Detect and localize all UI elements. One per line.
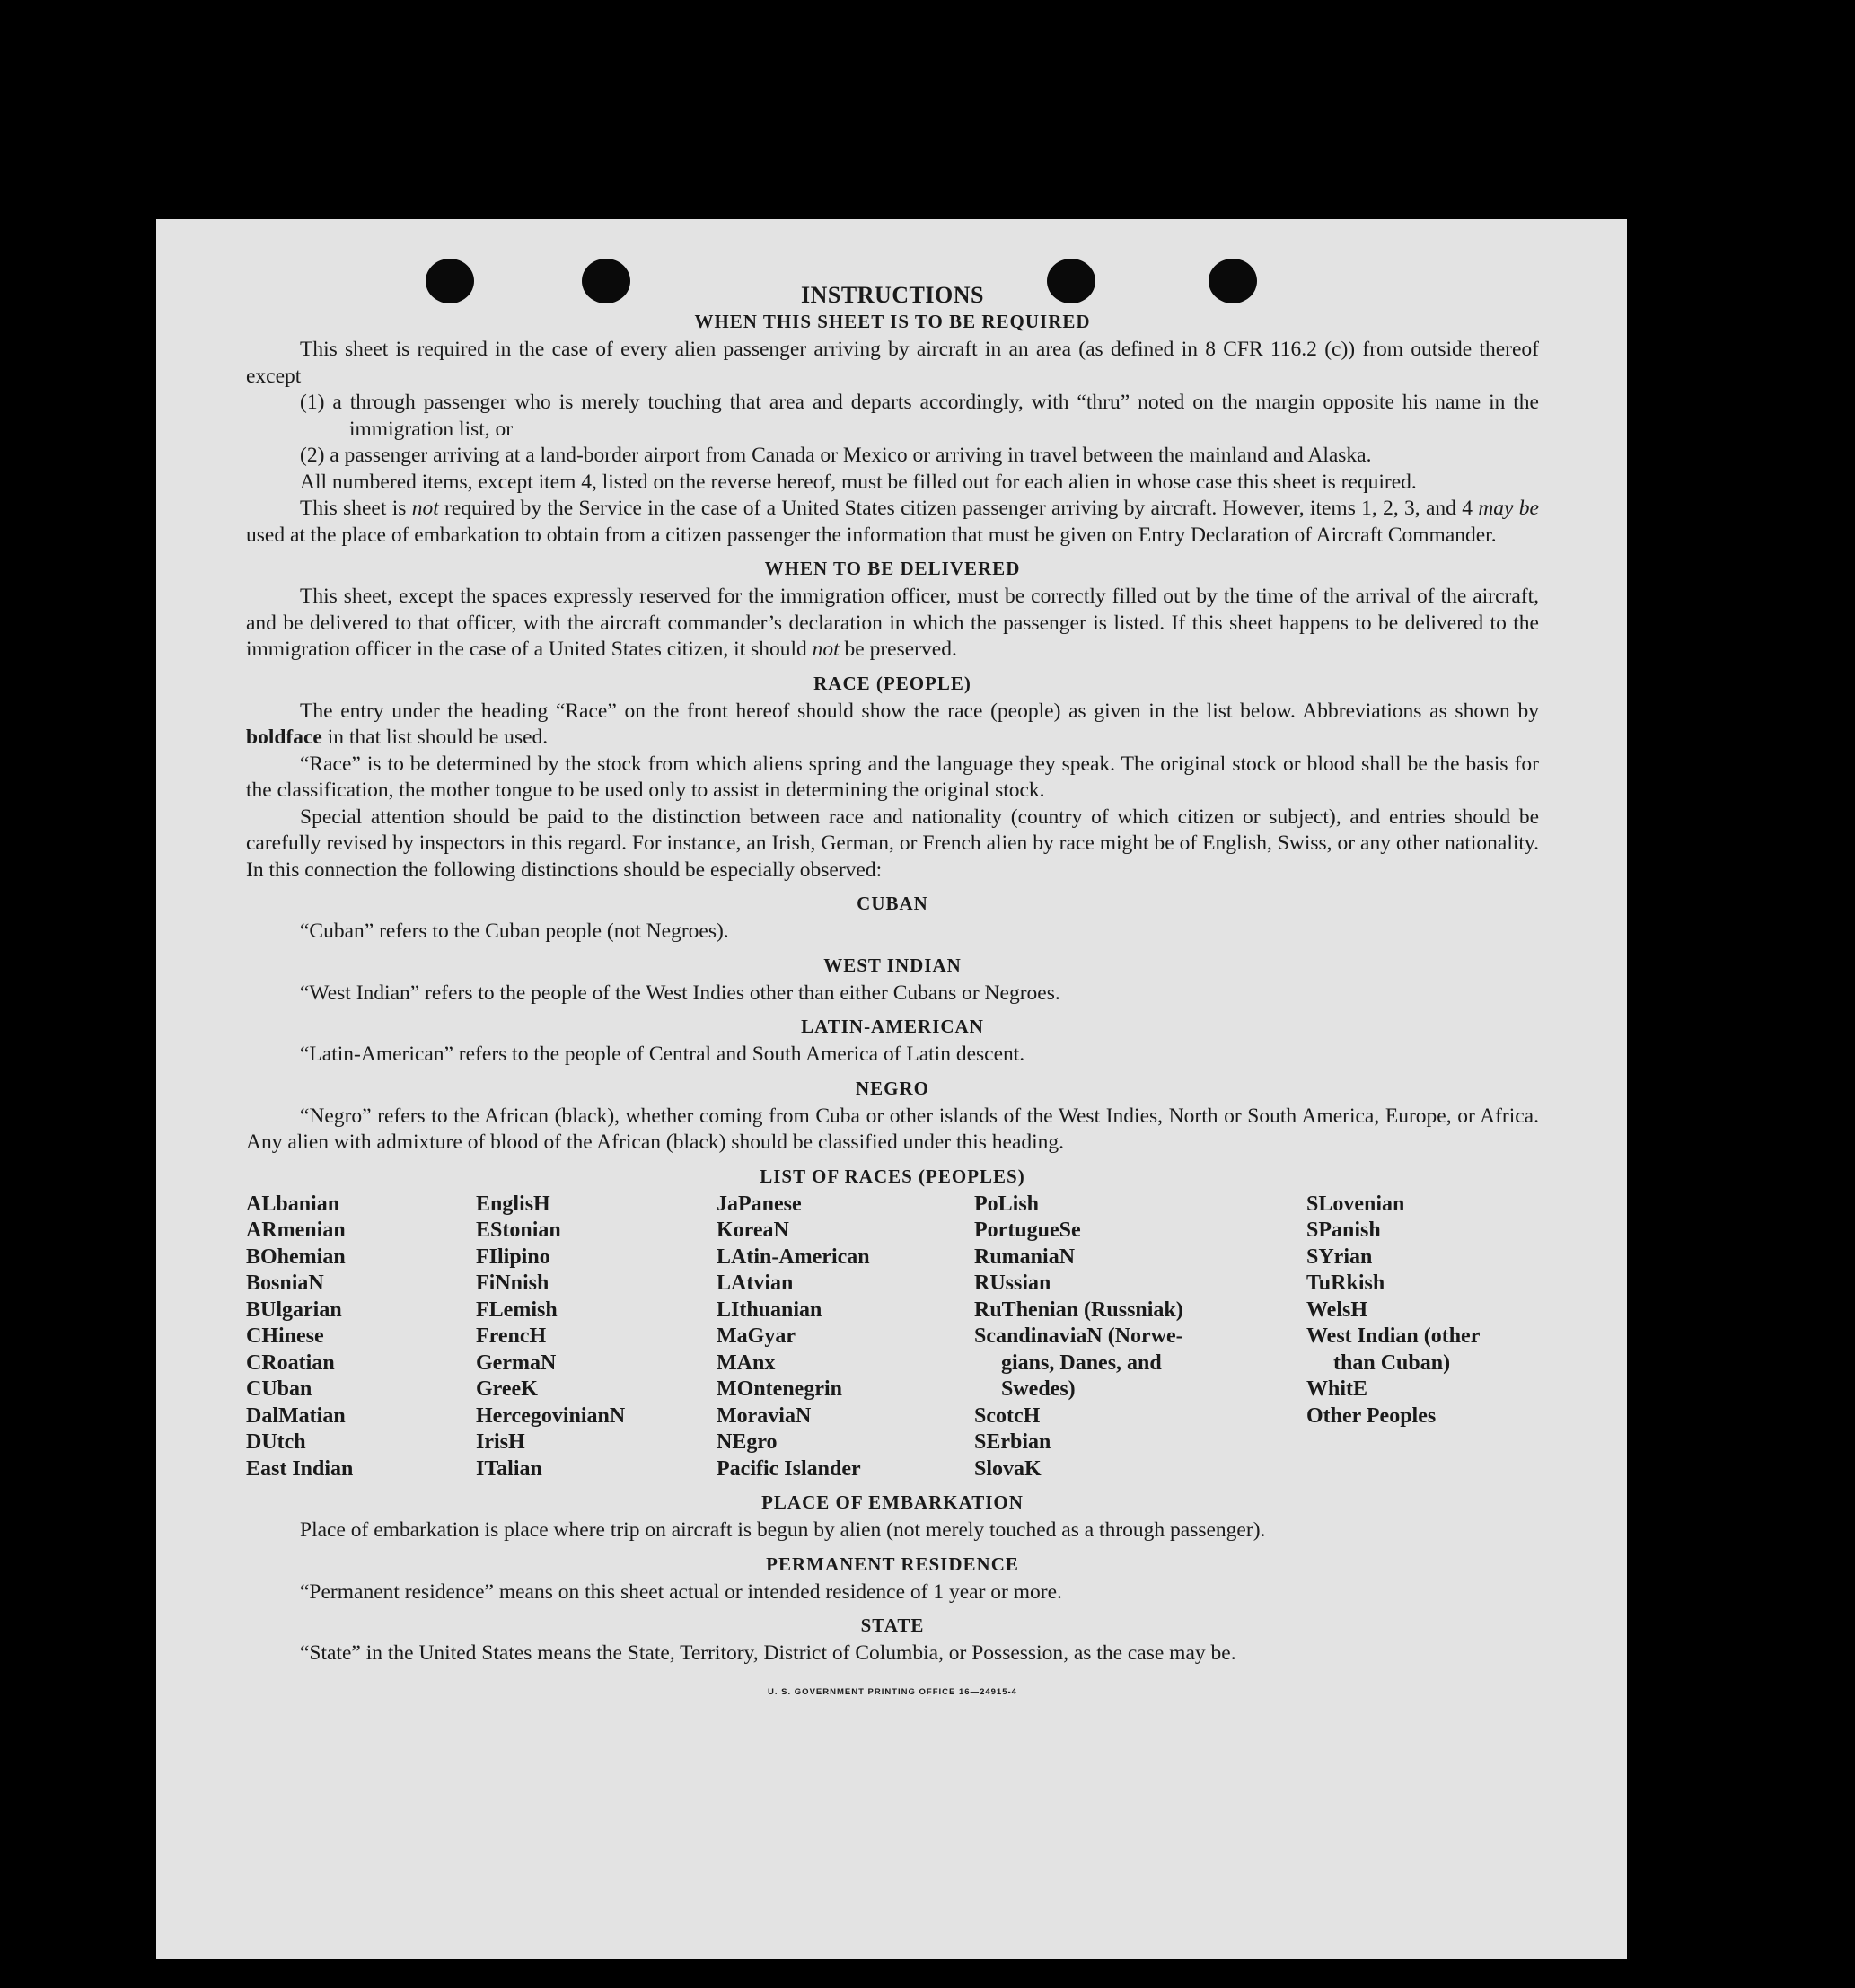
race-item: FiNnish (476, 1271, 549, 1295)
race-item: KoreaN (717, 1218, 789, 1242)
section-heading-west-indian: WEST INDIAN (823, 954, 962, 976)
race-item: FIlipino (476, 1245, 550, 1269)
paragraph-residence: “Permanent residence” means on this sheet actual or intended residence of 1 year or more. (300, 1579, 1062, 1604)
section-heading-state: STATE (860, 1614, 925, 1636)
section-heading-latin-american: LATIN-AMERICAN (801, 1016, 984, 1037)
paragraph-race-definition: “Race” is to be determined by the stock from which aliens spring and the language they speak. The original stock or blood shall be the basis for the classification, the mother tongue to be used only to assist in determining the original stock. (246, 752, 1539, 802)
races-list (246, 1192, 1539, 1483)
race-item: EnglisH (476, 1192, 550, 1216)
race-item: PortugueSe (974, 1218, 1081, 1242)
race-item: MaGyar (717, 1324, 796, 1348)
instructions-body (246, 282, 1539, 1697)
race-item: gians, Danes, and (1001, 1350, 1162, 1375)
paragraph-race-entry: The entry under the heading “Race” on the front hereof should show the race (people) as given in the list below. Abbreviations as shown by boldface in that list should be used. (246, 699, 1539, 749)
race-item: DUtch (246, 1430, 306, 1454)
race-item: RuThenian (Russniak) (974, 1297, 1183, 1322)
race-item: NEgro (717, 1430, 778, 1454)
race-item: BUlgarian (246, 1297, 342, 1322)
race-item: MAnx (717, 1350, 776, 1375)
race-item: ALbanian (246, 1192, 340, 1216)
section-heading-race: RACE (PEOPLE) (813, 672, 971, 694)
race-item: IrisH (476, 1430, 525, 1454)
race-item: PoLish (974, 1192, 1040, 1216)
paragraph-latin-american: “Latin-American” refers to the people of Central and South America of Latin descent. (300, 1042, 1025, 1066)
race-item: LAtin-American (717, 1245, 870, 1269)
race-item: RumaniaN (974, 1245, 1076, 1269)
paragraph-delivered: This sheet, except the spaces expressly reserved for the immigration officer, must be correctly filled out by the time of the arrival of the aircraft, and be delivered to that officer, with the aircraft commander’s declaration in which the passenger is listed. If this sheet happens to be delivered to the immigration officer in the case of a United States citizen, it should not be preserved. (246, 585, 1539, 661)
exception-item-1: (1) a through passenger who is merely touching that area and departs accordingly, with “thru” noted on the margin opposite his name in the immigration list, or (300, 391, 1539, 441)
race-item: EStonian (476, 1218, 561, 1242)
section-heading-negro: NEGRO (855, 1077, 929, 1099)
printing-office-footer: U. S. GOVERNMENT PRINTING OFFICE 16—24915-4 (768, 1686, 1017, 1697)
race-item: ScotcH (974, 1403, 1041, 1428)
paragraph-cuban: “Cuban” refers to the Cuban people (not Negroes). (300, 919, 729, 943)
race-item: BOhemian (246, 1245, 346, 1269)
section-heading-residence: PERMANENT RESIDENCE (766, 1553, 1019, 1575)
race-item: FrencH (476, 1324, 547, 1348)
race-item: WelsH (1306, 1297, 1368, 1322)
race-item: ScandinaviaN (Norwe- (974, 1324, 1183, 1348)
section-heading-required: WHEN THIS SHEET IS TO BE REQUIRED (694, 311, 1091, 332)
race-item: Other Peoples (1306, 1403, 1437, 1428)
race-item: TuRkish (1306, 1271, 1385, 1295)
paragraph-race-nationality: Special attention should be paid to the distinction between race and nationality (country of which citizen or subject), and entries should be carefully revised by inspectors in this regard. For instance, an Irish, German, or French alien by race might be of English, Swiss, or any other nationality. In this connection the following distinctions should be especially observed: (246, 805, 1539, 882)
races-column-1 (246, 1192, 476, 1483)
races-column-5 (1306, 1192, 1539, 1483)
race-item: CHinese (246, 1324, 324, 1348)
race-item: West Indian (other (1306, 1324, 1481, 1348)
section-heading-cuban: CUBAN (857, 893, 928, 914)
race-item: GreeK (476, 1377, 538, 1401)
race-item: GermaN (476, 1350, 557, 1375)
race-item: ARmenian (246, 1218, 346, 1242)
race-item: SYrian (1306, 1245, 1373, 1269)
race-item: RUssian (974, 1271, 1051, 1295)
paragraph-embarkation: Place of embarkation is place where trip on aircraft is begun by alien (not merely touched as a through passenger). (300, 1518, 1266, 1542)
race-item: CRoatian (246, 1350, 335, 1375)
paragraph-negro: “Negro” refers to the African (black), whether coming from Cuba or other islands of the West Indies, North or South America, Europe, or Africa. Any alien with admixture of blood of the African (black) should be classified under this heading. (246, 1104, 1539, 1154)
paragraph-required-intro: This sheet is required in the case of every alien passenger arriving by aircraft in an area (as defined in 8 CFR 116.2 (c)) from outside thereof except (246, 338, 1539, 388)
page-title: INSTRUCTIONS (801, 282, 984, 308)
race-item: BosniaN (246, 1271, 324, 1295)
section-heading-races-list: LIST OF RACES (PEOPLES) (760, 1165, 1025, 1187)
document-page (156, 219, 1627, 1959)
race-item: East Indian (246, 1456, 354, 1481)
exception-item-2: (2) a passenger arriving at a land-border airport from Canada or Mexico or arriving in travel between the mainland and Alaska. (300, 444, 1372, 467)
race-item: MoraviaN (717, 1403, 812, 1428)
races-column-3 (717, 1192, 974, 1483)
race-item: SLovenian (1306, 1192, 1405, 1216)
race-item: HercegovinianN (476, 1403, 626, 1428)
race-item: LIthuanian (717, 1297, 822, 1322)
race-item: SlovaK (974, 1456, 1042, 1481)
race-item: DalMatian (246, 1403, 346, 1428)
paragraph-citizen: This sheet is not required by the Service in the case of a United States citizen passenger arriving by aircraft. However, items 1, 2, 3, and 4 may be used at the place of embarkation to obtain from a citizen passenger the information that must be given on Entry Declaration of Aircraft Commander. (246, 497, 1539, 547)
race-item: than Cuban) (1333, 1350, 1451, 1375)
race-item: FLemish (476, 1297, 558, 1322)
race-item: JaPanese (717, 1192, 802, 1216)
race-item: MOntenegrin (717, 1377, 842, 1401)
paragraph-west-indian: “West Indian” refers to the people of the West Indies other than either Cubans or Negroes. (300, 981, 1060, 1005)
race-item: WhitE (1306, 1377, 1368, 1401)
race-item: ITalian (476, 1456, 542, 1481)
race-item: Pacific Islander (717, 1456, 861, 1481)
race-item: LAtvian (717, 1271, 794, 1295)
section-heading-embarkation: PLACE OF EMBARKATION (761, 1491, 1024, 1513)
paragraph-state: “State” in the United States means the State, Territory, District of Columbia, or Possession, as the case may be. (300, 1641, 1236, 1665)
race-item: Swedes) (1001, 1377, 1076, 1401)
race-item: CUban (246, 1377, 312, 1401)
paragraph-numbered-items: All numbered items, except item 4, listed on the reverse hereof, must be filled out for each alien in whose case this sheet is required. (300, 470, 1417, 494)
races-column-4 (974, 1192, 1306, 1483)
race-item: SPanish (1306, 1218, 1381, 1242)
race-item: SErbian (974, 1430, 1051, 1454)
races-column-2 (476, 1192, 717, 1483)
section-heading-delivered: WHEN TO BE DELIVERED (764, 558, 1021, 579)
